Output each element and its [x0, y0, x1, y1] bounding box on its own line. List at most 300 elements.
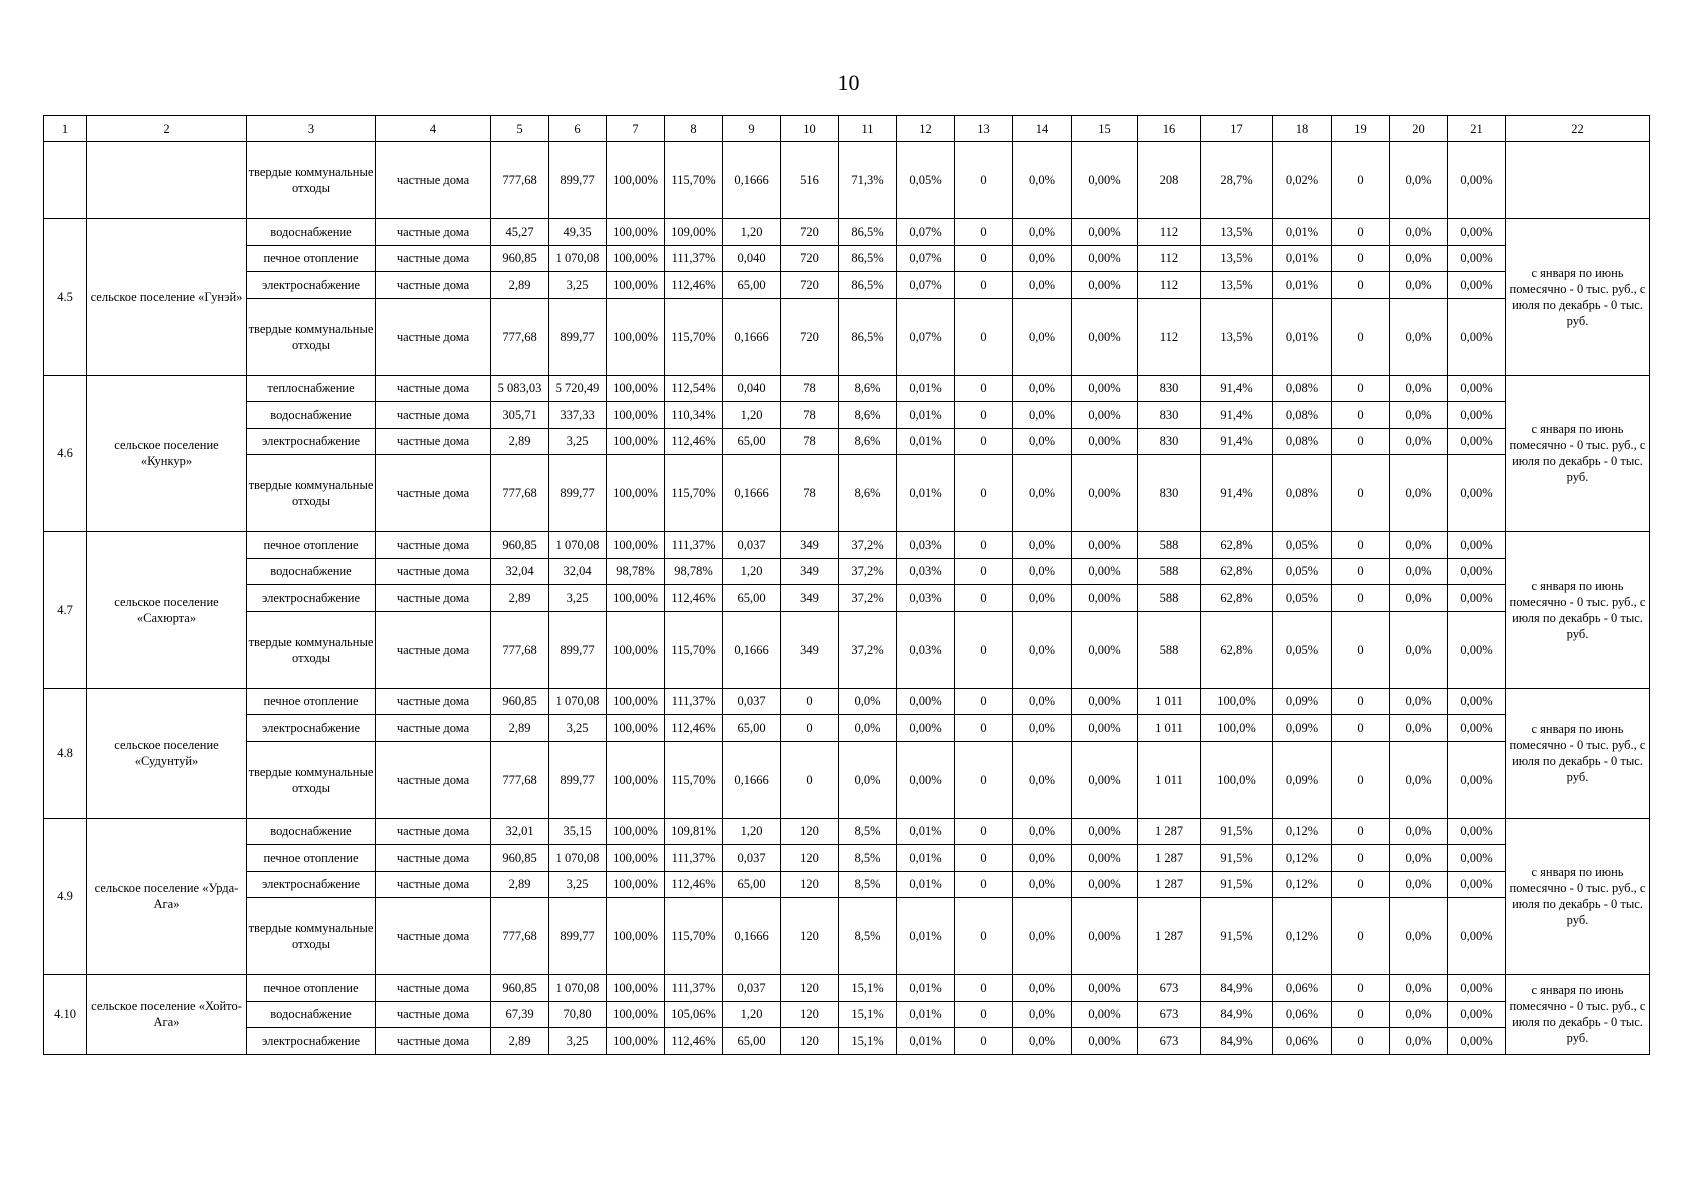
data-cell: 0	[1332, 558, 1390, 585]
data-cell: 78	[781, 375, 839, 402]
data-cell: 0,08%	[1273, 455, 1332, 532]
data-cell: 8,6%	[839, 375, 897, 402]
data-cell: 105,06%	[665, 1001, 723, 1028]
payment-note-cell: с января по июнь помесячно - 0 тыс. руб., с июля по декабрь - 0 тыс. руб.	[1506, 818, 1650, 975]
payment-note-cell: с января по июнь помесячно - 0 тыс. руб., с июля по декабрь - 0 тыс. руб.	[1506, 532, 1650, 689]
data-cell: 349	[781, 585, 839, 612]
data-cell: 0,01%	[897, 845, 955, 872]
data-cell: 86,5%	[839, 245, 897, 272]
data-cell: частные дома	[376, 898, 491, 975]
table-row	[44, 532, 1650, 559]
column-number-header: 8	[665, 116, 723, 142]
data-cell: частные дома	[376, 585, 491, 612]
data-cell: частные дома	[376, 611, 491, 688]
data-cell: 0,01%	[1273, 272, 1332, 299]
data-cell: 1 287	[1138, 818, 1201, 845]
data-cell: 78	[781, 402, 839, 429]
data-cell: 65,00	[723, 585, 781, 612]
data-cell: 0,00%	[1072, 375, 1138, 402]
data-cell: 0,03%	[897, 611, 955, 688]
data-cell: 2,89	[491, 428, 549, 455]
settlement-name-cell: сельское поселение «Хойто-Ага»	[87, 975, 247, 1055]
data-cell: 86,5%	[839, 219, 897, 246]
data-cell: 0	[955, 219, 1013, 246]
data-cell: 100,00%	[607, 688, 665, 715]
data-cell: частные дома	[376, 428, 491, 455]
data-cell: 91,5%	[1201, 898, 1273, 975]
data-cell: 71,3%	[839, 142, 897, 219]
data-cell: 0,00%	[1072, 272, 1138, 299]
data-cell: 0	[1332, 715, 1390, 742]
data-cell: 13,5%	[1201, 245, 1273, 272]
data-cell: 3,25	[549, 428, 607, 455]
data-cell: 0,0%	[1013, 272, 1072, 299]
data-cell: 0	[1332, 1001, 1390, 1028]
data-cell: 0,1666	[723, 142, 781, 219]
data-cell: 0,00%	[1072, 558, 1138, 585]
data-cell: 0,0%	[839, 688, 897, 715]
data-cell: 1 070,08	[549, 845, 607, 872]
data-cell: 0,0%	[1013, 585, 1072, 612]
data-cell: 78	[781, 455, 839, 532]
data-cell: 37,2%	[839, 532, 897, 559]
data-cell: 100,00%	[607, 611, 665, 688]
data-cell: 2,89	[491, 1028, 549, 1055]
data-cell: 91,4%	[1201, 455, 1273, 532]
data-cell: 0,0%	[1013, 741, 1072, 818]
data-cell: 32,04	[549, 558, 607, 585]
data-cell: 37,2%	[839, 585, 897, 612]
data-cell: 100,0%	[1201, 688, 1273, 715]
data-cell: 100,00%	[607, 428, 665, 455]
column-number-header: 19	[1332, 116, 1390, 142]
data-cell: частные дома	[376, 532, 491, 559]
data-cell: 115,70%	[665, 741, 723, 818]
data-cell: 15,1%	[839, 975, 897, 1002]
data-cell: частные дома	[376, 245, 491, 272]
data-cell: 0	[1332, 688, 1390, 715]
data-cell: 0,0%	[1013, 219, 1072, 246]
table-row	[44, 818, 1650, 845]
data-cell: 830	[1138, 375, 1201, 402]
data-cell: 111,37%	[665, 688, 723, 715]
data-cell: 0,00%	[1448, 975, 1506, 1002]
data-cell: 100,00%	[607, 585, 665, 612]
data-cell: 0,00%	[1448, 715, 1506, 742]
data-cell: 0,01%	[897, 402, 955, 429]
data-cell: 100,00%	[607, 845, 665, 872]
service-type-cell: печное отопление	[247, 975, 376, 1002]
data-cell: 109,81%	[665, 818, 723, 845]
data-cell: 349	[781, 611, 839, 688]
settlement-name-cell	[87, 142, 247, 219]
data-cell: 0,0%	[1013, 1001, 1072, 1028]
service-type-cell: печное отопление	[247, 532, 376, 559]
data-cell: 0,00%	[1448, 845, 1506, 872]
data-cell: 0,0%	[1390, 272, 1448, 299]
data-cell: 0,00%	[1072, 1028, 1138, 1055]
data-cell: 0,01%	[897, 898, 955, 975]
data-cell: 100,00%	[607, 142, 665, 219]
data-cell: 0,00%	[1448, 611, 1506, 688]
data-cell: 960,85	[491, 688, 549, 715]
data-cell: 70,80	[549, 1001, 607, 1028]
data-cell: 86,5%	[839, 298, 897, 375]
data-cell: 0	[1332, 898, 1390, 975]
payment-note-cell	[1506, 142, 1650, 219]
data-cell: 120	[781, 845, 839, 872]
service-type-cell: водоснабжение	[247, 219, 376, 246]
payment-note-cell: с января по июнь помесячно - 0 тыс. руб., с июля по декабрь - 0 тыс. руб.	[1506, 688, 1650, 818]
data-cell: 0,0%	[1390, 1001, 1448, 1028]
data-cell: 0,0%	[1013, 1028, 1072, 1055]
table-row	[44, 428, 1650, 455]
data-cell: 720	[781, 272, 839, 299]
data-cell: 673	[1138, 975, 1201, 1002]
data-cell: 91,4%	[1201, 428, 1273, 455]
column-number-header: 1	[44, 116, 87, 142]
data-cell: 65,00	[723, 1028, 781, 1055]
data-cell: 0	[955, 898, 1013, 975]
table-row	[44, 898, 1650, 975]
data-cell: 0,0%	[1390, 1028, 1448, 1055]
tariff-table	[43, 115, 1650, 1055]
data-cell: 0,12%	[1273, 818, 1332, 845]
data-cell: 0,0%	[1013, 871, 1072, 898]
data-cell: 1,20	[723, 1001, 781, 1028]
service-type-cell: печное отопление	[247, 688, 376, 715]
data-cell: 0	[955, 375, 1013, 402]
column-number-header: 12	[897, 116, 955, 142]
data-cell: 0,01%	[1273, 245, 1332, 272]
data-cell: 3,25	[549, 585, 607, 612]
data-cell: 0	[955, 142, 1013, 219]
data-cell: 0,0%	[1013, 142, 1072, 219]
data-cell: частные дома	[376, 818, 491, 845]
data-cell: 349	[781, 558, 839, 585]
data-cell: 65,00	[723, 428, 781, 455]
data-cell: 0,0%	[1013, 845, 1072, 872]
data-cell: 91,4%	[1201, 375, 1273, 402]
data-cell: 100,00%	[607, 219, 665, 246]
data-cell: 0,0%	[1390, 558, 1448, 585]
data-cell: 337,33	[549, 402, 607, 429]
data-cell: 0,0%	[839, 741, 897, 818]
data-cell: 673	[1138, 1001, 1201, 1028]
data-cell: 115,70%	[665, 898, 723, 975]
column-number-header: 11	[839, 116, 897, 142]
table-row	[44, 142, 1650, 219]
service-type-cell: электроснабжение	[247, 272, 376, 299]
data-cell: 0,0%	[1390, 142, 1448, 219]
data-cell: частные дома	[376, 688, 491, 715]
data-cell: 0	[955, 298, 1013, 375]
data-cell: 0	[955, 558, 1013, 585]
data-cell: 0,00%	[1448, 455, 1506, 532]
data-cell: 1 011	[1138, 741, 1201, 818]
data-cell: 0,00%	[1072, 585, 1138, 612]
data-cell: 0,01%	[897, 818, 955, 845]
service-type-cell: твердые коммунальные отходы	[247, 898, 376, 975]
data-cell: 777,68	[491, 455, 549, 532]
data-cell: 0	[1332, 298, 1390, 375]
data-cell: 0,07%	[897, 219, 955, 246]
data-cell: 0,00%	[1448, 1001, 1506, 1028]
data-cell: 0	[1332, 741, 1390, 818]
data-cell: 0,00%	[1448, 585, 1506, 612]
data-cell: 0	[1332, 532, 1390, 559]
data-cell: 588	[1138, 532, 1201, 559]
settlement-name-cell: сельское поселение «Гунэй»	[87, 219, 247, 376]
column-number-header: 17	[1201, 116, 1273, 142]
data-cell: 8,5%	[839, 871, 897, 898]
data-cell: 120	[781, 1028, 839, 1055]
data-cell: 899,77	[549, 898, 607, 975]
data-cell: 100,00%	[607, 871, 665, 898]
data-cell: 0	[955, 611, 1013, 688]
data-cell: частные дома	[376, 142, 491, 219]
service-type-cell: печное отопление	[247, 845, 376, 872]
column-number-header: 6	[549, 116, 607, 142]
data-cell: 0	[781, 741, 839, 818]
data-cell: 960,85	[491, 845, 549, 872]
data-cell: 0,01%	[897, 1001, 955, 1028]
service-type-cell: твердые коммунальные отходы	[247, 298, 376, 375]
data-cell: 0	[955, 532, 1013, 559]
data-cell: 0,09%	[1273, 715, 1332, 742]
data-cell: 84,9%	[1201, 975, 1273, 1002]
data-cell: 100,00%	[607, 715, 665, 742]
data-cell: 1 287	[1138, 898, 1201, 975]
data-cell: 0,00%	[1072, 741, 1138, 818]
data-cell: 830	[1138, 455, 1201, 532]
data-cell: 100,00%	[607, 818, 665, 845]
data-cell: 0,0%	[839, 715, 897, 742]
data-cell: 0,0%	[1390, 455, 1448, 532]
data-cell: 32,01	[491, 818, 549, 845]
data-cell: 1,20	[723, 402, 781, 429]
data-cell: 0,1666	[723, 741, 781, 818]
data-cell: 0	[955, 585, 1013, 612]
data-cell: 65,00	[723, 871, 781, 898]
data-cell: 960,85	[491, 532, 549, 559]
data-cell: 208	[1138, 142, 1201, 219]
data-cell: 720	[781, 298, 839, 375]
data-cell: 0,0%	[1390, 975, 1448, 1002]
data-cell: 1 070,08	[549, 688, 607, 715]
data-cell: 0,00%	[1072, 142, 1138, 219]
row-number-cell: 4.6	[44, 375, 87, 532]
data-cell: 0,00%	[897, 741, 955, 818]
data-cell: 0	[955, 1028, 1013, 1055]
data-cell: 830	[1138, 402, 1201, 429]
table-row	[44, 715, 1650, 742]
table-row	[44, 298, 1650, 375]
data-cell: 777,68	[491, 611, 549, 688]
data-cell: 49,35	[549, 219, 607, 246]
data-cell: 0,00%	[1072, 298, 1138, 375]
data-cell: 588	[1138, 585, 1201, 612]
data-cell: 0,0%	[1390, 298, 1448, 375]
data-cell: 100,00%	[607, 741, 665, 818]
data-cell: 0,05%	[1273, 558, 1332, 585]
column-number-header: 22	[1506, 116, 1650, 142]
settlement-name-cell: сельское поселение «Кункур»	[87, 375, 247, 532]
data-cell: 0,00%	[1448, 871, 1506, 898]
data-cell: 0,05%	[897, 142, 955, 219]
data-cell: 0	[955, 715, 1013, 742]
data-cell: 62,8%	[1201, 532, 1273, 559]
data-cell: частные дома	[376, 455, 491, 532]
data-cell: 100,00%	[607, 455, 665, 532]
data-cell: 0,00%	[1072, 715, 1138, 742]
data-cell: 0,00%	[1448, 142, 1506, 219]
data-cell: 8,5%	[839, 818, 897, 845]
column-number-header: 15	[1072, 116, 1138, 142]
service-type-cell: твердые коммунальные отходы	[247, 455, 376, 532]
data-cell: 1 011	[1138, 715, 1201, 742]
data-cell: 15,1%	[839, 1028, 897, 1055]
data-cell: 3,25	[549, 272, 607, 299]
data-cell: 0,00%	[1448, 375, 1506, 402]
data-cell: 0,0%	[1013, 428, 1072, 455]
data-cell: 0,03%	[897, 585, 955, 612]
table-body	[44, 116, 1650, 1055]
data-cell: 0,00%	[1072, 1001, 1138, 1028]
data-cell: 0,0%	[1390, 245, 1448, 272]
data-cell: 899,77	[549, 455, 607, 532]
data-cell: 13,5%	[1201, 272, 1273, 299]
data-cell: 0	[955, 272, 1013, 299]
service-type-cell: водоснабжение	[247, 558, 376, 585]
data-cell: 0,07%	[897, 298, 955, 375]
data-cell: 830	[1138, 428, 1201, 455]
data-cell: 0,0%	[1390, 741, 1448, 818]
column-number-header: 9	[723, 116, 781, 142]
data-cell: 8,6%	[839, 455, 897, 532]
data-cell: 0,09%	[1273, 741, 1332, 818]
data-cell: 5 720,49	[549, 375, 607, 402]
column-number-header: 5	[491, 116, 549, 142]
data-cell: 0,0%	[1390, 871, 1448, 898]
data-cell: 120	[781, 1001, 839, 1028]
service-type-cell: электроснабжение	[247, 715, 376, 742]
data-cell: 0,01%	[897, 455, 955, 532]
page-number: 10	[837, 70, 860, 95]
data-cell: частные дома	[376, 375, 491, 402]
settlement-name-cell: сельское поселение «Урда-Ага»	[87, 818, 247, 975]
data-cell: 0	[1332, 402, 1390, 429]
data-cell: 111,37%	[665, 845, 723, 872]
data-cell: 100,00%	[607, 402, 665, 429]
data-cell: 0	[955, 688, 1013, 715]
data-cell: 91,5%	[1201, 818, 1273, 845]
data-cell: 98,78%	[665, 558, 723, 585]
data-cell: 0,0%	[1013, 611, 1072, 688]
data-cell: 0,01%	[897, 375, 955, 402]
data-cell: 1 070,08	[549, 532, 607, 559]
data-cell: 899,77	[549, 142, 607, 219]
data-cell: 0,00%	[1448, 428, 1506, 455]
table-row	[44, 741, 1650, 818]
service-type-cell: твердые коммунальные отходы	[247, 611, 376, 688]
data-cell: 0,037	[723, 845, 781, 872]
column-number-header: 14	[1013, 116, 1072, 142]
data-cell: 0,0%	[1390, 818, 1448, 845]
data-cell: 3,25	[549, 1028, 607, 1055]
data-cell: 0,00%	[1448, 532, 1506, 559]
data-cell: 115,70%	[665, 298, 723, 375]
data-cell: 0,0%	[1013, 298, 1072, 375]
data-cell: частные дома	[376, 402, 491, 429]
column-number-header: 10	[781, 116, 839, 142]
table-row	[44, 558, 1650, 585]
data-cell: 777,68	[491, 142, 549, 219]
row-number-cell: 4.7	[44, 532, 87, 689]
data-cell: 100,00%	[607, 1028, 665, 1055]
data-cell: 0	[955, 818, 1013, 845]
data-cell: 673	[1138, 1028, 1201, 1055]
service-type-cell: водоснабжение	[247, 402, 376, 429]
data-cell: 65,00	[723, 272, 781, 299]
data-cell: 777,68	[491, 741, 549, 818]
row-number-cell: 4.9	[44, 818, 87, 975]
data-cell: частные дома	[376, 219, 491, 246]
data-cell: 0	[1332, 845, 1390, 872]
data-cell: 0,00%	[1072, 898, 1138, 975]
data-cell: 777,68	[491, 898, 549, 975]
data-cell: 0,00%	[1448, 298, 1506, 375]
data-cell: 0,00%	[1448, 688, 1506, 715]
data-cell: частные дома	[376, 1001, 491, 1028]
data-cell: 15,1%	[839, 1001, 897, 1028]
data-cell: 1 011	[1138, 688, 1201, 715]
data-cell: 0	[781, 688, 839, 715]
data-cell: 0	[1332, 219, 1390, 246]
data-cell: 0	[955, 1001, 1013, 1028]
data-cell: 0,0%	[1013, 688, 1072, 715]
data-cell: 100,00%	[607, 375, 665, 402]
data-cell: 28,7%	[1201, 142, 1273, 219]
data-cell: 112,46%	[665, 871, 723, 898]
data-cell: 0,06%	[1273, 1001, 1332, 1028]
data-cell: 62,8%	[1201, 558, 1273, 585]
column-number-header: 2	[87, 116, 247, 142]
data-cell: 84,9%	[1201, 1028, 1273, 1055]
data-cell: 1,20	[723, 219, 781, 246]
data-cell: 112,46%	[665, 715, 723, 742]
data-cell: 0,00%	[897, 715, 955, 742]
data-cell: 0,07%	[897, 272, 955, 299]
table-row	[44, 845, 1650, 872]
service-type-cell: теплоснабжение	[247, 375, 376, 402]
data-cell: 67,39	[491, 1001, 549, 1028]
column-number-header: 20	[1390, 116, 1448, 142]
data-cell: 115,70%	[665, 611, 723, 688]
payment-note-cell: с января по июнь помесячно - 0 тыс. руб., с июля по декабрь - 0 тыс. руб.	[1506, 975, 1650, 1055]
data-cell: 349	[781, 532, 839, 559]
data-cell: 0,00%	[1072, 245, 1138, 272]
data-cell: 0,1666	[723, 455, 781, 532]
data-cell: 0,00%	[1448, 741, 1506, 818]
data-cell: 100,00%	[607, 532, 665, 559]
table-row	[44, 402, 1650, 429]
data-cell: 120	[781, 975, 839, 1002]
data-cell: 0	[955, 871, 1013, 898]
data-cell: 0	[955, 428, 1013, 455]
data-cell: 0,0%	[1013, 818, 1072, 845]
data-cell: 0,00%	[1072, 975, 1138, 1002]
